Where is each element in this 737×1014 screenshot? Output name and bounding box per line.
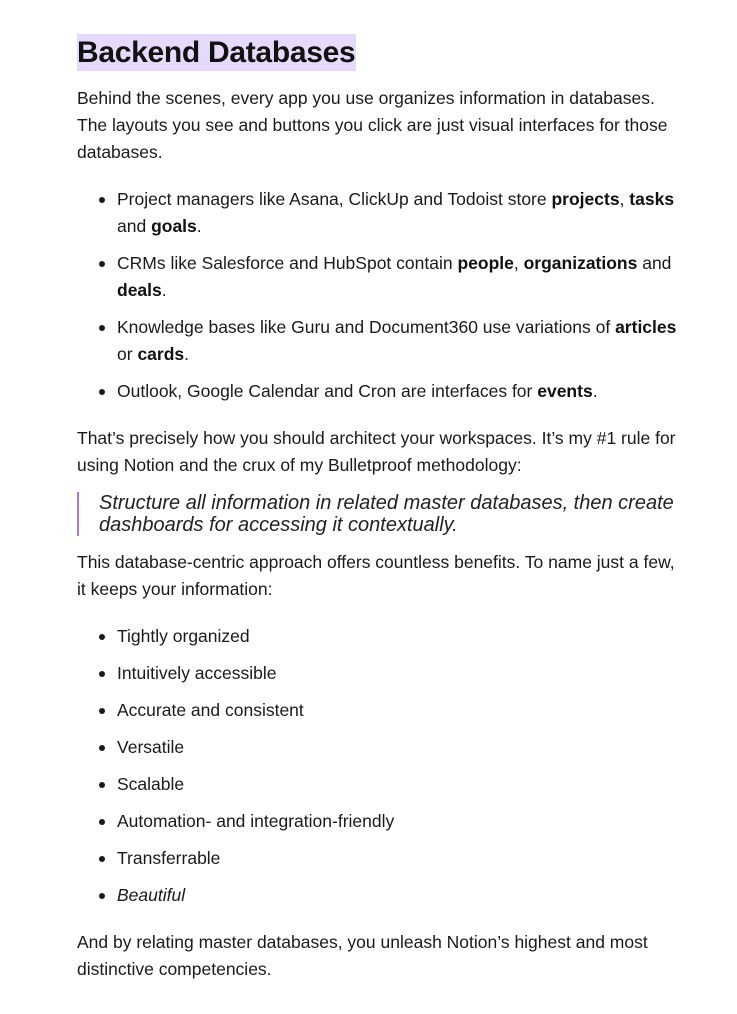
intro-paragraph: Behind the scenes, every app you use organizes information in databases. The layouts you see and buttons you click are just visual interfaces for those databases. [77, 88, 668, 162]
list-item: Knowledge bases like Guru and Document360 use variations of articles or cards. [117, 314, 677, 368]
list-item: Tightly organized [117, 623, 677, 650]
list-item: Project managers like Asana, ClickUp and Todoist store projects, tasks and goals. [117, 186, 677, 240]
article-content [77, 34, 677, 983]
list-item: Scalable [117, 771, 677, 798]
list-item: Versatile [117, 734, 677, 761]
closing-paragraph: And by relating master databases, you unleash Notion’s highest and most distinctive competencies. [77, 932, 648, 979]
list-item: Automation- and integration-friendly [117, 808, 677, 835]
list-item: Intuitively accessible [117, 660, 677, 687]
list-item: Beautiful [117, 882, 677, 909]
pull-quote: Structure all information in related master databases, then create dashboards for accessing it contextually. [77, 492, 677, 536]
list-item: Outlook, Google Calendar and Cron are interfaces for events. [117, 378, 677, 405]
list-item: CRMs like Salesforce and HubSpot contain people, organizations and deals. [117, 250, 677, 304]
section-heading [77, 34, 677, 72]
benefits-intro: This database-centric approach offers countless benefits. To name just a few, it keeps your information: [77, 552, 675, 599]
heading-highlight: Backend Databases [77, 36, 356, 69]
list-item: Transferrable [117, 845, 677, 872]
examples-list [77, 186, 677, 405]
list-item: Accurate and consistent [117, 697, 677, 724]
benefits-list [77, 623, 677, 909]
architect-paragraph: That’s precisely how you should architect your workspaces. It’s my #1 rule for using Notion and the crux of my Bulletproof methodology: [77, 428, 676, 475]
